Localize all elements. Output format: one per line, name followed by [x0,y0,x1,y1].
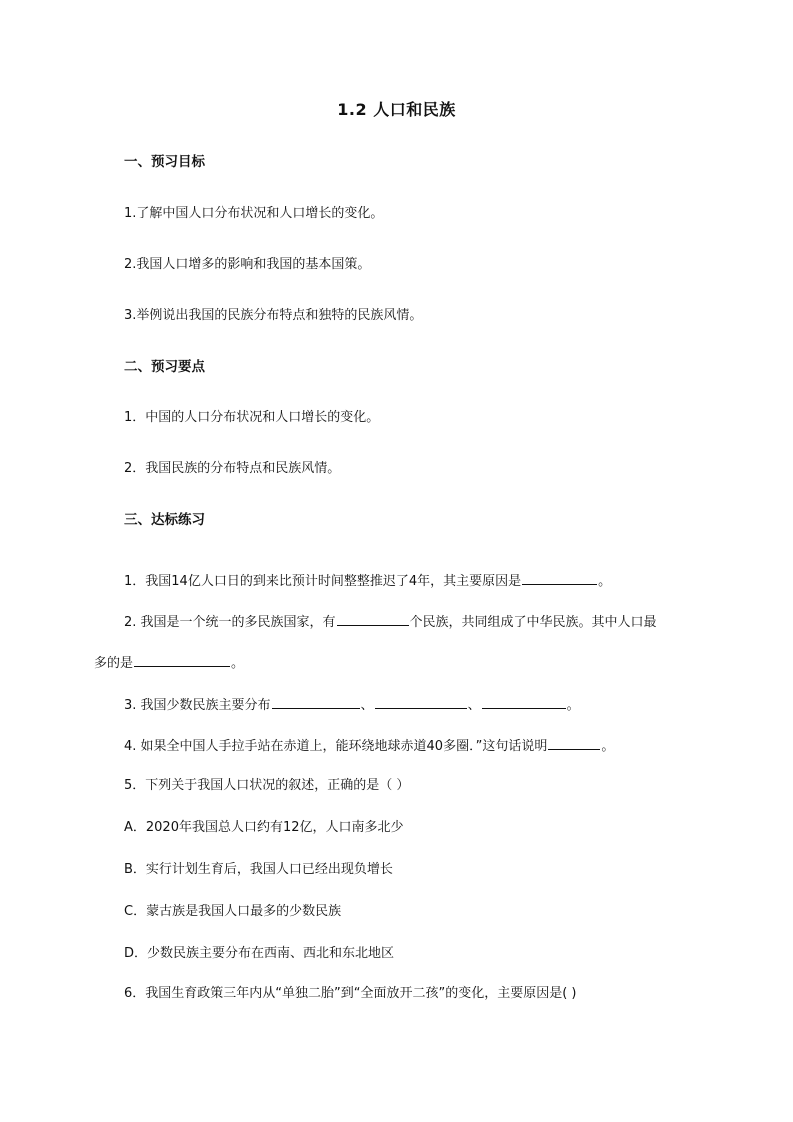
goal-item: 2.我国人口增多的影响和我国的基本国策。 [124,257,371,272]
answer-blank[interactable] [548,735,600,750]
goal-item: 3.举例说出我国的民族分布特点和独特的民族风情。 [124,308,423,323]
question-text: 多的是 [94,656,134,671]
question-text: 4. 如果全中国人手拉手站在赤道上，能环绕地球赤道40多圈．”这句话说明 [124,739,548,754]
option-b[interactable]: B．实行计划生育后，我国人口已经出现负增长 [124,862,393,877]
question-text: 2. 我国是一个统一的多民族国家，有 [124,615,336,630]
section-heading-exercises: 三、达标练习 [124,512,205,528]
option-a[interactable]: A．2020年我国总人口约有12亿，人口南多北少 [124,820,404,835]
question-2-line-2 [94,652,244,673]
answer-blank[interactable] [337,611,409,626]
section-heading-keypoints: 二、预习要点 [124,359,205,375]
question-end: 。 [566,698,580,713]
option-c[interactable]: C．蒙古族是我国人口最多的少数民族 [124,904,342,919]
answer-blank[interactable] [482,694,566,709]
option-d[interactable]: D．少数民族主要分布在西南、西北和东北地区 [124,946,395,961]
answer-blank[interactable] [134,652,230,667]
keypoint-item: 1．中国的人口分布状况和人口增长的变化。 [124,410,380,425]
question-1 [124,570,611,591]
answer-blank[interactable] [375,694,467,709]
question-2-line-1 [124,611,657,632]
question-3 [124,694,580,715]
answer-blank[interactable] [272,694,360,709]
section-heading-goals: 一、预习目标 [124,154,205,170]
separator: 、 [360,698,374,713]
keypoint-item: 2．我国民族的分布特点和民族风情。 [124,461,341,476]
goal-item: 1.了解中国人口分布状况和人口增长的变化。 [124,206,384,221]
question-4 [124,735,614,756]
question-text: 1．我国14亿人口日的到来比预计时间整整推迟了4年，其主要原因是 [124,574,522,589]
question-end: 。 [601,739,615,754]
separator: 、 [467,698,481,713]
page-title: 1.2 人口和民族 [337,100,456,119]
question-text: 3. 我国少数民族主要分布 [124,698,271,713]
question-end: 。 [231,656,245,671]
question-text: 个民族，共同组成了中华民族。其中人口最 [409,615,657,630]
answer-blank[interactable] [522,570,597,585]
question-5: 5．下列关于我国人口状况的叙述，正确的是（ ） [124,778,410,793]
question-6: 6．我国生育政策三年内从“单独二胎”到“全面放开二孩”的变化，主要原因是( ) [124,986,577,1001]
question-end: 。 [598,574,612,589]
